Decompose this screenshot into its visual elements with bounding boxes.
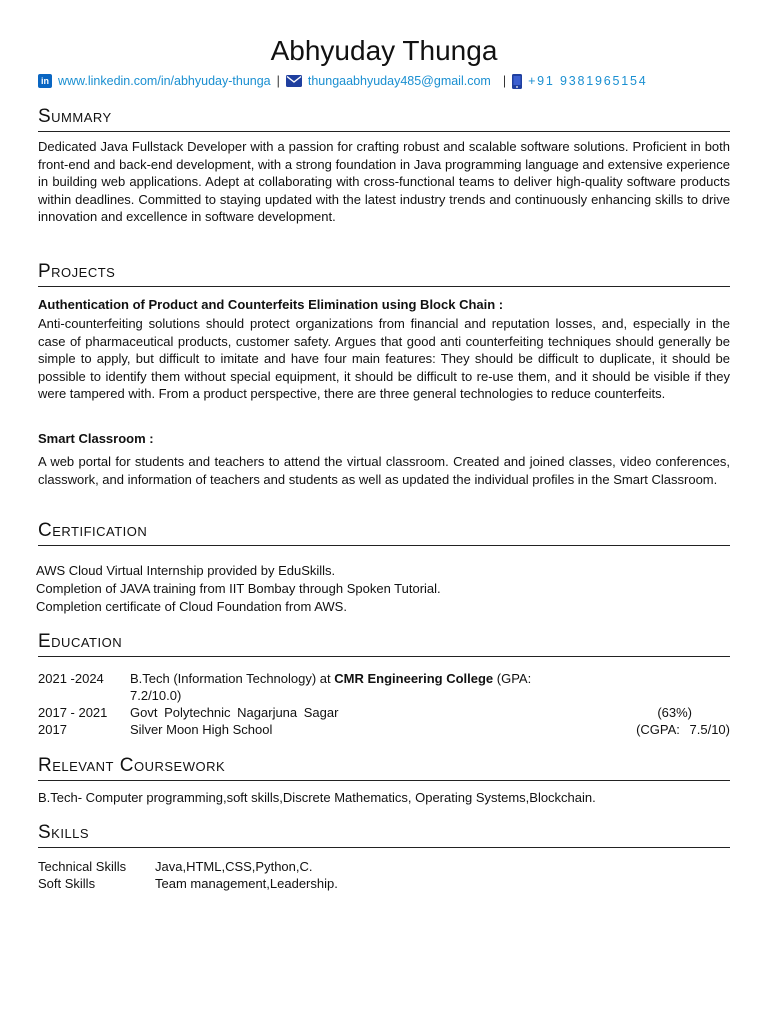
education-year: 2017 [38,722,67,737]
certification-item: AWS Cloud Virtual Internship provided by EduSkills. [36,563,336,578]
skill-value: Team management,Leadership. [155,876,338,891]
linkedin-link[interactable]: www.linkedin.com/in/abhyuday-thunga [58,74,271,88]
project-description: A web portal for students and teachers to attend the virtual classroom. Created and joined classes, video conferences, classwork, and information of teachers and students as well as updated the individual profiles in the Smart Classroom. [38,454,730,487]
section-divider [38,131,730,132]
phone-icon [512,74,522,89]
education-year: 2017 - 2021 [38,705,108,720]
project-description: Anti-counterfeiting solutions should protect organizations from financial and reputation losses, and, especially in the case of pharmaceutical products, customer safety. Argues that good anti counterfeiting techniques should generally be simple to apply, but difficult to imitate and have four main features: They should be difficult to duplicate, it should be possible to identify them without special equipment, it should be difficult to re-use them, and it should be visible if they were tampered with. From a product perspective, there are three general technologies to reduce counterfeits. [38,316,730,402]
skill-label: Technical Skills [38,859,127,874]
email-link[interactable]: thungaabhyuday485@gmail.com [307,74,491,88]
project-title: Authentication of Product and Counterfeits Elimination using Block Chain : [38,297,504,312]
section-title-coursework: Relevant Coursework [38,755,226,776]
section-divider [38,847,730,848]
gpa-value: 7.2/10.0) [130,688,182,703]
skill-value: Java,HTML,CSS,Python,C. [155,859,313,874]
section-title-summary: Summary [38,106,112,127]
contact-separator: | [276,74,280,88]
institution-name: Govt Polytechnic Nagarjuna Sagar [130,705,339,720]
linkedin-icon: in [38,74,52,88]
institution-name: CMR Engineering College [334,671,494,686]
education-row [38,670,730,704]
candidate-name: Abhyuday Thunga [270,35,498,66]
section-divider [38,780,730,781]
summary-text: Dedicated Java Fullstack Developer with a passion for crafting robust and scalable software solutions. Proficient in both front-end and back-end development, with a strong foundation in Java programming language and extensive experience in building web applications. Adept at collaborating with cross-functional teams to deliver high-quality software products within deadlines. Committed to staying updated with the latest industry trends and continuously enhancing skills to drive innovation and excellence in software development. [38,139,730,225]
section-divider [38,286,730,287]
education-row [38,721,730,738]
section-title-education: Education [38,631,123,652]
coursework-text: B.Tech- Computer programming,soft skills,Discrete Mathematics, Operating Systems,Blockchain. [38,790,596,805]
skill-row [38,858,730,875]
section-title-certification: Certification [38,520,148,541]
contact-separator: | [502,74,507,88]
phone-link[interactable]: +91 9381965154 [528,74,648,88]
skill-label: Soft Skills [38,876,96,891]
education-year: 2021 -2024 [38,671,104,686]
institution-name: Silver Moon High School [130,722,273,737]
education-score: (63%) [657,705,692,720]
mail-icon [286,75,302,87]
section-title-projects: Projects [38,261,116,282]
education-description [130,670,610,704]
project-title: Smart Classroom : [38,431,154,446]
gpa-prefix: (GPA: [493,671,532,686]
degree-text: B.Tech (Information Technology) at [130,671,335,686]
contact-bar [38,72,738,90]
section-divider [38,656,730,657]
certification-item: Completion certificate of Cloud Foundation from AWS. [36,599,347,614]
section-divider [38,545,730,546]
education-row [38,704,730,721]
education-score: (CGPA: 7.5/10) [636,722,730,737]
skill-row [38,875,730,892]
certification-item: Completion of JAVA training from IIT Bombay through Spoken Tutorial. [36,581,441,596]
section-title-skills: Skills [38,822,90,843]
